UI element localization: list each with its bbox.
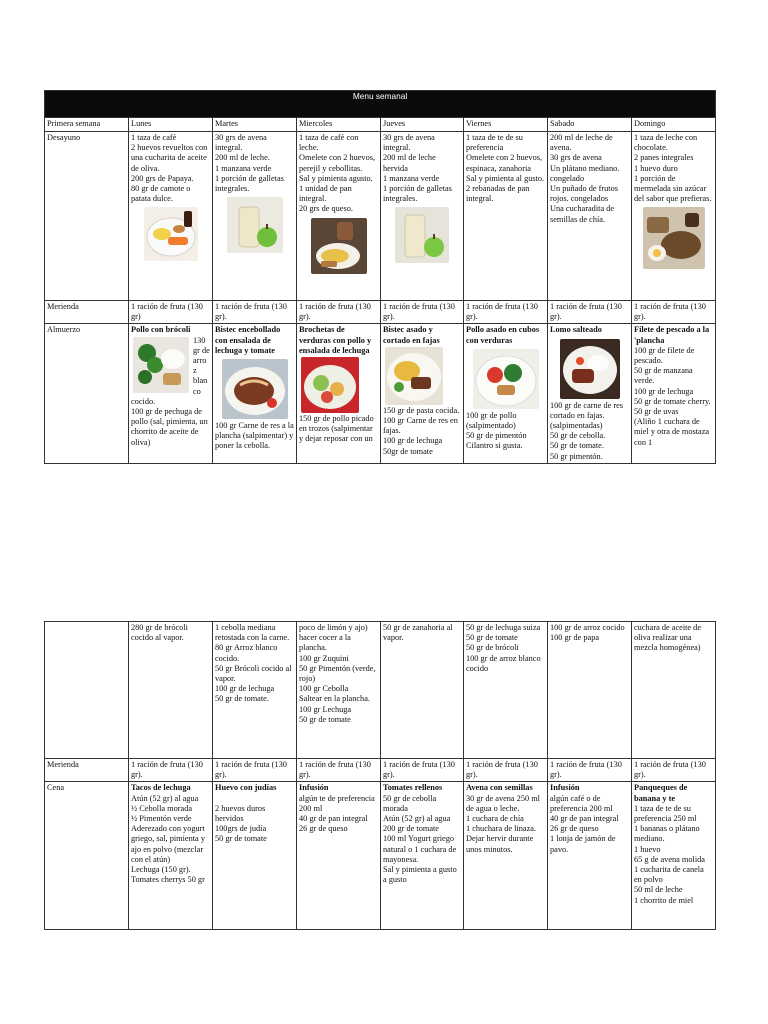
merienda-viernes: 1 ración de fruta (130 gr). bbox=[464, 301, 548, 324]
row-label-almuerzo: Almuerzo bbox=[45, 324, 129, 463]
almuerzo-cont-jueves: 50 gr de zanahoria al vapor. bbox=[381, 622, 464, 759]
cena-lunes-title: Tacos de lechuga bbox=[131, 783, 191, 793]
cena-miercoles bbox=[297, 782, 381, 930]
almuerzo-viernes-text: 100 gr de pollo (salpimentado) 50 gr de pimentón Cilantro si gusta. bbox=[466, 410, 527, 451]
weekly-menu-table-page1 bbox=[44, 90, 716, 464]
lomo-salteado-photo bbox=[560, 339, 620, 399]
breakfast-eggs-papaya-photo bbox=[144, 207, 198, 261]
desayuno-miercoles bbox=[297, 132, 381, 301]
header-row bbox=[45, 118, 716, 132]
desayuno-martes-text: 30 grs de avena integral. 200 ml de leche. 1 manzana verde 1 porción de galletas integrales. bbox=[215, 133, 284, 194]
oat-smoothie-apple-photo bbox=[227, 197, 283, 253]
almuerzo-jueves-text: 150 gr de pasta cocida. 100 gr Carne de res en fajas. 100 gr de lechuga 50gr de tomate bbox=[383, 405, 460, 456]
header-sabado: Sabado bbox=[548, 118, 632, 132]
almuerzo-lunes-title: Pollo con brócoli bbox=[131, 325, 191, 335]
merienda-row bbox=[45, 301, 716, 324]
cena-viernes-text: 30 gr de avena 250 ml de agua o leche. 1 cuchara de chía 1 chuchara de linaza. Dejar hervir durante unos minutos. bbox=[466, 793, 540, 854]
almuerzo-miercoles-title: Brochetas de verduras con pollo y ensalada de lechuga bbox=[299, 325, 372, 355]
cena-domingo bbox=[632, 782, 716, 930]
almuerzo-domingo bbox=[632, 324, 716, 463]
row-label-merienda: Merienda bbox=[45, 301, 129, 324]
merienda2-jueves: 1 ración de fruta (130 gr). bbox=[381, 759, 464, 782]
row-label-cena: Cena bbox=[45, 782, 129, 930]
cena-martes-title: Huevo con judías bbox=[215, 783, 277, 793]
almuerzo-cont-viernes: 50 gr de lechuga suiza 50 gr de tomate 50 gr de brócoli 100 gr de arroz blanco cocido bbox=[464, 622, 548, 759]
header-viernes: Viernes bbox=[464, 118, 548, 132]
omelette-coffee-photo bbox=[311, 218, 367, 274]
merienda-sabado: 1 ración de fruta (130 gr). bbox=[548, 301, 632, 324]
desayuno-domingo bbox=[632, 132, 716, 301]
desayuno-viernes-text: 1 taza de te de su preferencia Omelete con 2 huevos, espinaca, zanahoria Sal y pimienta al gusto. 2 rebanadas de pan integral. bbox=[466, 133, 545, 204]
row-label-merienda2: Merienda bbox=[45, 759, 129, 782]
almuerzo-domingo-title: Filete de pescado a la 'plancha bbox=[634, 325, 710, 345]
merienda2-lunes: 1 ración de fruta (130 gr). bbox=[129, 759, 213, 782]
almuerzo-sabado-title: Lomo salteado bbox=[550, 325, 602, 335]
cena-sabado-title: Infusión bbox=[550, 783, 580, 793]
almuerzo-jueves-title: Bistec asado y cortado en fajas bbox=[383, 325, 440, 345]
almuerzo-viernes-title: Pollo asado en cubos con verduras bbox=[466, 325, 540, 345]
menu-title: Menu semanal bbox=[45, 91, 716, 118]
cena-viernes bbox=[464, 782, 548, 930]
desayuno-miercoles-text: 1 taza de café con leche. Omelete con 2 huevos, perejil y cebollitas. Sal y pimienta agusto. 1 unidad de pan integral. 20 grs de queso. bbox=[299, 133, 376, 214]
almuerzo-sabado bbox=[548, 324, 632, 463]
chicken-skewers-salad-photo bbox=[301, 357, 359, 413]
header-jueves: Jueves bbox=[381, 118, 464, 132]
oat-smoothie-apple-photo-2 bbox=[395, 207, 449, 263]
cena-domingo-text: 1 taza de te de su preferencia 250 ml 1 bananas o plátano mediano. 1 huevo 65 g de avena molida 1 cucharita de canela en polvo 50 ml de leche 1 chorrito de miel bbox=[634, 803, 705, 905]
merienda2-row bbox=[45, 759, 716, 782]
almuerzo-viernes bbox=[464, 324, 548, 463]
almuerzo-cont-sabado: 100 gr de arroz cocido 100 gr de papa bbox=[548, 622, 632, 759]
almuerzo-domingo-text: 100 gr de filete de pescado. 50 gr de manzana verde. 100 gr de lechuga 50 gr de tomate cherry. 50 gr de uvas (Aliño 1 cuchara de miel y otra de mostaza con 1 bbox=[634, 345, 711, 447]
weekly-menu-table-page2 bbox=[44, 621, 716, 930]
almuerzo-miercoles bbox=[297, 324, 381, 463]
header-domingo: Domingo bbox=[632, 118, 716, 132]
roast-chicken-vegetables-photo bbox=[473, 349, 539, 409]
merienda2-miercoles: 1 ración de fruta (130 gr). bbox=[297, 759, 381, 782]
almuerzo-cont-martes: 1 cebolla mediana retostada con la carne. 80 gr Arroz blanco cocido. 50 gr Brócoli cocido al vapor. 100 gr de lechuga 50 gr de tomate. bbox=[213, 622, 297, 759]
cena-martes-text: 2 huevos duros hervidos 100grs de judía 50 gr de tomate bbox=[215, 803, 267, 844]
almuerzo-sabado-text: 100 gr de carne de res cortado en fajas. (salpimentadas) 50 gr de cebolla. 50 gr de tomate. 50 gr pimentón. bbox=[550, 400, 624, 461]
cena-row bbox=[45, 782, 716, 930]
desayuno-domingo-text: 1 taza de leche con chocolate. 2 panes integrales 1 huevo duro 1 porción de mermelada sin azúcar del sabor que prefieras. bbox=[634, 133, 712, 204]
almuerzo-miercoles-text: 150 gr de pollo picado en trozos (salpimentar y dejar reposar con un bbox=[299, 414, 374, 444]
desayuno-row bbox=[45, 132, 716, 301]
cena-lunes bbox=[129, 782, 213, 930]
desayuno-sabado bbox=[548, 132, 632, 301]
almuerzo-cont-lunes: 280 gr de brócoli cocido al vapor. bbox=[129, 622, 213, 759]
cena-sabado-text: algún café o de preferencia 200 ml 40 gr de pan integral 26 gr de queso 1 lonja de jamón de pavo. bbox=[550, 793, 619, 854]
desayuno-lunes bbox=[129, 132, 213, 301]
header-lunes: Lunes bbox=[129, 118, 213, 132]
cena-domingo-title: Panqueques de banana y te bbox=[634, 783, 688, 803]
desayuno-martes bbox=[213, 132, 297, 301]
desayuno-sabado-text: 200 ml de leche de avena. 30 grs de avena Un plátano mediano. congelado Un puñado de frutos rojos. congelados Una cucharadita de semillas de chía. bbox=[550, 133, 620, 224]
almuerzo-martes-title: Bistec encebollado con ensalada de lechuga y tomate bbox=[215, 325, 281, 355]
cena-jueves-text: 50 gr de cebolla morada Atún (52 gr) al agua 200 gr de tomate 100 ml Yogurt griego natural o 1 cuchara de mayonesa. Sal y pimienta a gusto a gusto bbox=[383, 793, 457, 885]
desayuno-jueves bbox=[381, 132, 464, 301]
merienda-martes: 1 ración de fruta (130 gr). bbox=[213, 301, 297, 324]
almuerzo-cont-domingo: cuchara de aceite de oliva realizar una mezcla homogénea) bbox=[632, 622, 716, 759]
steak-onions-photo bbox=[222, 359, 288, 419]
cena-sabado bbox=[548, 782, 632, 930]
desayuno-viernes bbox=[464, 132, 548, 301]
desayuno-jueves-text: 30 grs de avena integral. 200 ml de leche hervida 1 manzana verde 1 porción de galletas integrales. bbox=[383, 133, 452, 204]
row-label-desayuno: Desayuno bbox=[45, 132, 129, 301]
almuerzo-lunes-text: 130 gr de arroz blanco cocido. 100 gr de pechuga de pollo (sal, pimienta, un chorrito de aceite de oliva) bbox=[131, 335, 210, 447]
merienda-lunes: 1 ración de fruta (130 gr) bbox=[129, 301, 213, 324]
cena-lunes-text: Atún (52 gr) al agua ½ Cebolla morada ½ Pimentón verde Aderezado con yogurt griego, sal, pimienta y ajo en polvo (mezclar con el atún) Lechuga (150 gr). Tomates cherrys 50 gr bbox=[131, 793, 205, 885]
cena-jueves bbox=[381, 782, 464, 930]
header-martes: Martes bbox=[213, 118, 297, 132]
cena-miercoles-title: Infusión bbox=[299, 783, 329, 793]
merienda-domingo: 1 ración de fruta (130 gr). bbox=[632, 301, 716, 324]
header-miercoles: Miercoles bbox=[297, 118, 381, 132]
almuerzo-martes-text: 100 gr Carne de res a la plancha (salpimentar) y poner la cebolla. bbox=[215, 421, 294, 451]
desayuno-lunes-text: 1 taza de café 2 huevos revueltos con una cucharita de aceite de oliva. 200 grs de Papaya. 80 gr de camote o patata dulce. bbox=[131, 133, 208, 204]
almuerzo-jueves bbox=[381, 324, 464, 463]
merienda2-martes: 1 ración de fruta (130 gr). bbox=[213, 759, 297, 782]
almuerzo-lunes bbox=[129, 324, 213, 463]
almuerzo-martes bbox=[213, 324, 297, 463]
merienda2-viernes: 1 ración de fruta (130 gr). bbox=[464, 759, 548, 782]
merienda-miercoles: 1 ración de fruta (130 gr). bbox=[297, 301, 381, 324]
cena-viernes-title: Avena con semillas bbox=[466, 783, 533, 793]
merienda2-sabado: 1 ración de fruta (130 gr). bbox=[548, 759, 632, 782]
almuerzo-cont-label bbox=[45, 622, 129, 759]
bread-egg-chocolate-photo bbox=[643, 207, 705, 269]
merienda-jueves: 1 ración de fruta (130 gr). bbox=[381, 301, 464, 324]
almuerzo-cont-row bbox=[45, 622, 716, 759]
steak-strips-pasta-photo bbox=[385, 347, 443, 405]
cena-miercoles-text: algún te de preferencia 200 ml 40 gr de pan integral 26 gr de queso bbox=[299, 793, 375, 834]
header-week: Primera semana bbox=[45, 118, 129, 132]
chicken-broccoli-photo bbox=[133, 337, 189, 393]
merienda2-domingo: 1 ración de fruta (130 gr). bbox=[632, 759, 716, 782]
cena-martes bbox=[213, 782, 297, 930]
almuerzo-row bbox=[45, 324, 716, 463]
almuerzo-cont-miercoles: poco de limón y ajo) hacer cocer a la plancha. 100 gr Zuquini 50 gr Pimentón (verde, rojo) 100 gr Cebolla Saltear en la plancha. 100 gr Lechuga 50 gr de tomate bbox=[297, 622, 381, 759]
cena-jueves-title: Tomates rellenos bbox=[383, 783, 443, 793]
